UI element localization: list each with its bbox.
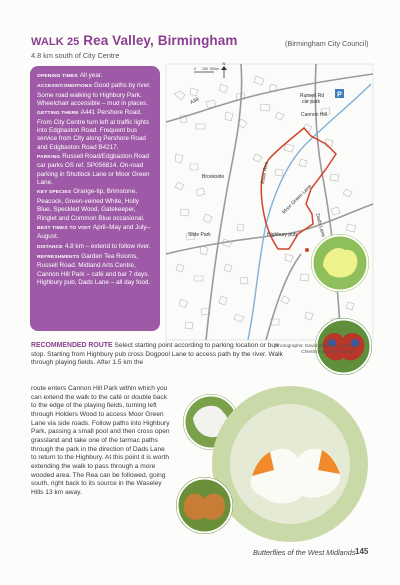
map-label-cannon-hill: Cannon Hill: [301, 112, 327, 118]
pub-marker: [305, 248, 309, 252]
book-title: Butterflies of the West Midlands: [253, 548, 356, 557]
map-label-russell-rd: Russell Rd: [300, 93, 325, 99]
page-number: 145: [355, 547, 369, 556]
map-label-a38: A38: [189, 96, 200, 106]
info-refreshments: REFRESHMENTS Garden Tea Rooms, Russell Road. Midland Arts Centre, Cannon Hill Park – café and bar 7 days. Highbury pub, Dads Lane – all day food.: [37, 252, 151, 286]
info-best-times: BEST TIMES TO VISIT April–May and July–August.: [37, 223, 150, 241]
map-label-slide-park: Slide Park: [188, 232, 211, 238]
map-label-moor-green-lane: Moor Green Lane: [281, 183, 314, 216]
svg-text:500m: 500m: [210, 67, 219, 71]
info-panel: [30, 66, 160, 331]
brimstone-photo: [311, 234, 369, 292]
walk-name: Rea Valley, Birmingham: [83, 33, 238, 48]
map-label-brookside: Brookside: [202, 174, 225, 180]
speckled-wood-photo: [176, 477, 233, 534]
info-access: ACCESS/CONDITIONS Good paths by river. Some road walking to Highbury Park. Wheelchair accessible – mud in places.: [37, 82, 151, 108]
svg-text:P: P: [337, 91, 342, 99]
walk-title: [31, 33, 238, 48]
map-label-car-park: car park: [302, 99, 321, 105]
route-intro-text: Select starting point according to parking location or bus stop. Starting from Highbury pub cross Dogpool Lane to access path by the river. Walk through playing fields. After 1.5 km the: [31, 342, 283, 367]
route-map: [166, 61, 373, 340]
info-distance: DISTANCE 4.8 km – extend to follow river.: [37, 242, 151, 250]
route-heading: RECOMMENDED ROUTE: [31, 342, 113, 349]
walk-number: WALK 25: [31, 36, 80, 48]
svg-text:0: 0: [194, 67, 196, 71]
parking-icon: [335, 89, 344, 98]
route-intro: [31, 342, 287, 368]
orange-tip-photo: [212, 386, 368, 542]
info-getting-there: GETTING THERE A441 Pershore Road. From City Centre turn left at traffic lights into Edgbaston Road. Frequent bus service from City along Pershore Road and Edgbaston Road B4217.: [37, 109, 149, 151]
info-opening-times: OPENING TIMES All year.: [37, 72, 103, 79]
walk-location: 4.8 km south of City Centre: [31, 51, 120, 60]
route-column: route enters Cannon Hill Park within which you can extend the walk to the café or double back to the edge of the playing fields, turning left through Holders Wood to access Moor Green Lane via side roads. Follow paths into Highbury Park, passing a small pool and then cross open grassland and take one of the tarmac paths through the park in the direction of Dads Lane to return to the Highbury. At this point it is worth extending the walk to pass through a more wooded area. The Rea can be followed, going south, right back to its source in the Waseley Hills 13 km away.: [31, 385, 170, 496]
info-parking: PARKING Russell Road/Edgbaston Road car parks OS ref. SP056814. On-road parking in Shutlock Lane or Moor Green Lane.: [37, 153, 150, 187]
map-label-river-rea: River Rea: [260, 161, 270, 185]
svg-text:100: 100: [202, 67, 208, 71]
photo-credit: [Photographs: David Williams, Steven Cheshire and Neil Avery]: [273, 344, 354, 355]
svg-text:N: N: [222, 61, 226, 66]
info-key-species: KEY SPECIES Orange-tip, Brimstone, Peacock, Green-veined White, Holly Blue, Speckled Wood, Gatekeeper, Ringlet and Common Blue occasional.: [37, 188, 145, 222]
map-label-highbury-pub: Highbury pub: [267, 232, 297, 238]
council-name: (Birmingham City Council): [285, 39, 369, 48]
map-label-dads-lane: Dads Lane: [314, 212, 327, 238]
